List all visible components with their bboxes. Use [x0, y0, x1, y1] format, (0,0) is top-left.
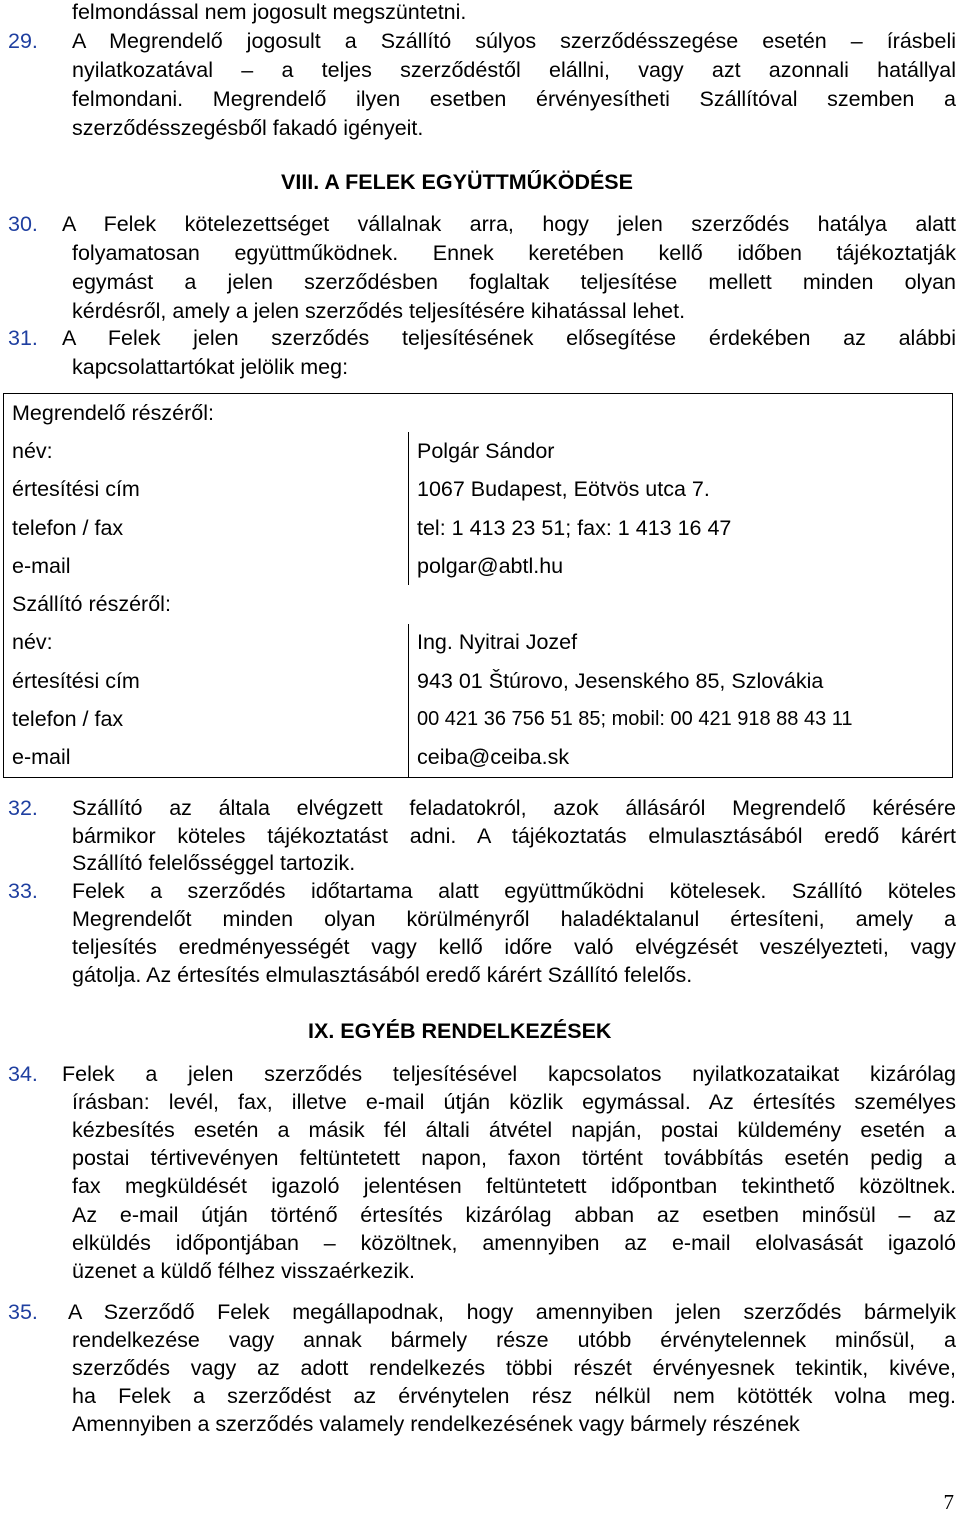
paragraph-line: teljesítés eredményességét vagy kellő időre való elvégzését veszélyezteti, vagy [72, 935, 956, 959]
paragraph-number: 35. [8, 1300, 38, 1324]
paragraph-number: 32. [8, 796, 38, 820]
table-cell: 00 421 36 756 51 85; mobil: 00 421 918 88 43 11 [409, 700, 953, 738]
paragraph-line: kérdésről, amely a jelen szerződés teljesítésére kihatással lehet. [72, 299, 686, 323]
paragraph-line: szerződés vagy az adott rendelkezés többi részét érvényesnek tekintik, kivéve, [72, 1356, 956, 1380]
table-row [4, 471, 953, 509]
table-row [4, 509, 953, 547]
paragraph-line: üzenet a küldő félhez visszaérkezik. [72, 1259, 415, 1283]
table-row [4, 585, 953, 623]
table-cell: Megrendelő részéről: [4, 394, 953, 433]
table-row [4, 547, 953, 585]
paragraph-line: A Felek kötelezettséget vállalnak arra, hogy jelen szerződés hatálya alatt [62, 212, 956, 236]
table-cell: értesítési cím [4, 471, 409, 509]
paragraph-number: 30. [8, 212, 38, 236]
table-cell: 1067 Budapest, Eötvös utca 7. [409, 471, 953, 509]
table-row [4, 624, 953, 662]
paragraph-line: bármikor köteles tájékoztatást adni. A tájékoztatás elmulasztásából eredő kárért [72, 824, 956, 848]
table-row [4, 432, 953, 470]
paragraph-number: 29. [8, 29, 38, 53]
table-cell: ceiba@ceiba.sk [409, 739, 953, 778]
paragraph-line: nyilatkozatával – a teljes szerződéstől elállni, vagy azt azonnali hatállyal [72, 58, 956, 82]
section-heading: IX. EGYÉB RENDELKEZÉSEK [308, 1019, 612, 1043]
paragraph-line: egymást a jelen szerződésben foglaltak teljesítése mellett minden olyan [72, 270, 956, 294]
table-cell: telefon / fax [4, 509, 409, 547]
contacts-table [3, 393, 953, 778]
section-heading: VIII. A FELEK EGYÜTTMŰKÖDÉSE [281, 170, 633, 194]
table-cell: polgar@abtl.hu [409, 547, 953, 585]
paragraph-line: Felek a szerződés időtartama alatt együttműködni kötelesek. Szállító köteles [72, 879, 956, 903]
paragraph-number: 33. [8, 879, 38, 903]
table-cell: név: [4, 432, 409, 470]
paragraph-line: szerződésszegésből fakadó igényeit. [72, 116, 424, 140]
table-cell: Szállító részéről: [4, 585, 953, 623]
page-number: 7 [943, 1490, 954, 1514]
table-row [4, 394, 953, 433]
paragraph-line: gátolja. Az értesítés elmulasztásából eredő kárért Szállító felelős. [72, 963, 693, 987]
paragraph-line: írásban: levél, fax, illetve e-mail útján közlik egymással. Az értesítés személyes [72, 1090, 956, 1114]
table-cell: telefon / fax [4, 700, 409, 738]
paragraph-line: A Megrendelő jogosult a Szállító súlyos szerződésszegése esetén – írásbeli [72, 29, 956, 53]
paragraph-line: postai tértivevényen feltüntetett napon, faxon történt továbbítás esetén pedig a [72, 1146, 956, 1170]
paragraph-line: kézbesítés esetén a másik fél általi átvétel napján, postai küldemény esetén a [72, 1118, 956, 1142]
table-cell: 943 01 Štúrovo, Jesenského 85, Szlovákia [409, 662, 953, 700]
table-row [4, 739, 953, 778]
paragraph-line: ha Felek a szerződést az érvénytelen rész nélkül nem kötötték volna meg. [72, 1384, 956, 1408]
table-cell: név: [4, 624, 409, 662]
paragraph-line: kapcsolattartókat jelölik meg: [72, 355, 349, 379]
paragraph-number: 34. [8, 1062, 38, 1086]
table-cell: e-mail [4, 547, 409, 585]
paragraph-line: Felek a jelen szerződés teljesítésével kapcsolatos nyilatkozataikat kizárólag [62, 1062, 956, 1086]
table-row [4, 700, 953, 738]
paragraph-line: felmondani. Megrendelő ilyen esetben érvényesítheti Szállítóval szemben a [72, 87, 956, 111]
paragraph-line: fax megküldését igazoló jelentésen feltüntetett időpontban tekinthető közöltnek. [72, 1174, 956, 1198]
paragraph-line: A Szerződő Felek megállapodnak, hogy amennyiben jelen szerződés bármelyik [68, 1300, 956, 1324]
paragraph-number: 31. [8, 326, 38, 350]
paragraph-line: felmondással nem jogosult megszüntetni. [72, 0, 467, 24]
paragraph-line: rendelkezése vagy annak bármely része utóbb érvénytelennek minősül, a [72, 1328, 956, 1352]
paragraph-line: Szállító felelősséggel tartozik. [72, 851, 356, 875]
table-cell: tel: 1 413 23 51; fax: 1 413 16 47 [409, 509, 953, 547]
paragraph-line: Az e-mail útján történő értesítés kizárólag abban az esetben minősül – az [72, 1203, 956, 1227]
table-cell: értesítési cím [4, 662, 409, 700]
paragraph-line: folyamatosan együttműködnek. Ennek keretében kellő időben tájékoztatják [72, 241, 956, 265]
paragraph-line: Megrendelőt minden olyan körülményről haladéktalanul értesíteni, amely a [72, 907, 956, 931]
table-cell: Polgár Sándor [409, 432, 953, 470]
paragraph-line: Amennyiben a szerződés valamely rendelkezésének vagy bármely részének [72, 1412, 800, 1436]
paragraph-line: elküldés időpontjában – közöltnek, amennyiben az e-mail elolvasását igazoló [72, 1231, 956, 1255]
paragraph-line: A Felek jelen szerződés teljesítésének elősegítése érdekében az alábbi [62, 326, 956, 350]
table-cell: e-mail [4, 739, 409, 778]
table-cell: Ing. Nyitrai Jozef [409, 624, 953, 662]
paragraph-line: Szállító az általa elvégzett feladatokról, azok állásáról Megrendelő kérésére [72, 796, 956, 820]
table-row [4, 662, 953, 700]
